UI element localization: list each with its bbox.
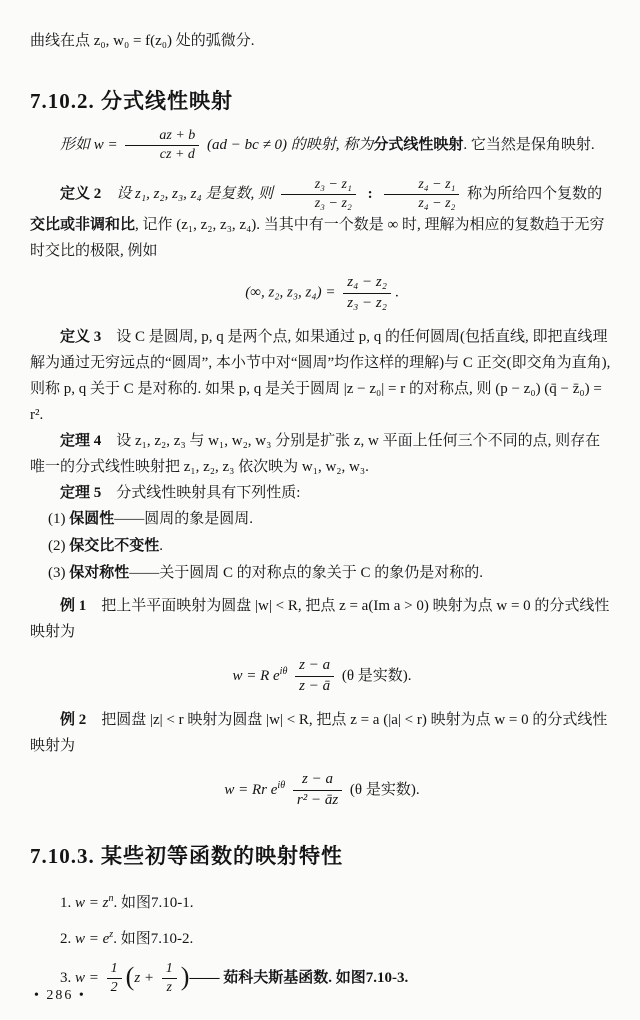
page-number: • 286 • bbox=[34, 987, 86, 1003]
inline-fraction-cross-ratio-1 bbox=[281, 177, 356, 212]
item-number: (1) bbox=[48, 510, 66, 527]
fraction-numerator: az + b bbox=[125, 128, 199, 146]
def2-mid: 称为所给四个复数的 bbox=[467, 186, 603, 203]
fn2-ref: . 如图7.10-2. bbox=[113, 930, 194, 947]
property-term: 保对称性 bbox=[69, 564, 130, 581]
para-definition-2 bbox=[30, 177, 614, 264]
equation-fraction bbox=[343, 274, 391, 312]
section-heading-7-10-2: 7.10.2. 分式线性映射 bbox=[30, 89, 233, 113]
theorem-4-label: 定理 4 bbox=[60, 432, 102, 449]
fraction-denominator: z bbox=[166, 979, 172, 995]
para-example-2 bbox=[30, 707, 614, 759]
ex1-text: 把上半平面映射为圆盘 |w| < R, 把点 z = a(Im a > 0) 映射为点 w = 0 的分式线性映射为 bbox=[30, 597, 610, 640]
ratio-colon: : bbox=[367, 186, 373, 203]
item-number: 1. bbox=[60, 894, 72, 911]
eq2-tail: (θ 是实数). bbox=[349, 781, 420, 798]
term-cross-ratio: 交比或非调和比 bbox=[30, 217, 136, 234]
thm4-text: 设 z₁, z₂, z₃ 与 w₁, w₂, w₃ 分别是扩张 z, w 平面上任何三个不同的点, 则存在唯一的分式线性映射把 z₁, z₂, z₃ 依次映为 w₁, w₂, w₃. bbox=[30, 432, 601, 475]
fraction-numerator: z₄ − z₂ bbox=[343, 274, 391, 293]
close-paren: ) bbox=[180, 961, 190, 991]
fn3-inner: z + bbox=[134, 969, 155, 986]
fn1-ref: . 如图7.10-1. bbox=[113, 894, 194, 911]
property-rest: ——关于圆周 C 的对称点的象关于 C 的象仍是对称的. bbox=[129, 564, 484, 581]
para-theorem-5 bbox=[30, 480, 614, 506]
example-1-label: 例 1 bbox=[60, 597, 87, 614]
eq2-fraction bbox=[293, 771, 342, 809]
term-fractional-linear-mapping: 分式线性映射 bbox=[373, 137, 464, 153]
fraction-numerator: 1 bbox=[107, 961, 122, 979]
fraction-denominator: r² − āz bbox=[296, 791, 339, 808]
para-definition-mobius bbox=[30, 128, 614, 163]
fraction-numerator: z − a bbox=[293, 771, 342, 790]
theorem-5-label: 定理 5 bbox=[60, 484, 102, 501]
function-item-1 bbox=[30, 883, 614, 919]
fraction-denominator: z − ā bbox=[299, 677, 331, 694]
item-number: (2) bbox=[48, 537, 66, 554]
def2-tail: , 记作 (z₁, z₂, z₃, z₄). 当其中有一个数是 ∞ 时, 理解为相应的复数趋于无穷时交比的极限, 例如 bbox=[30, 217, 605, 260]
fn1-exponent: n bbox=[108, 892, 114, 904]
fraction-denominator: 2 bbox=[110, 979, 118, 995]
section-heading-7-10-3: 7.10.3. 某些初等函数的映射特性 bbox=[30, 843, 343, 868]
eq1-exponent: iθ bbox=[279, 665, 288, 677]
function-item-2 bbox=[30, 919, 614, 955]
def3-text: 设 C 是圆周, p, q 是两个点, 如果通过 p, q 的任何圆周(包括直线, 即把直线理解为通过无穷远点的“圆周”, 本小节中对“圆周”均作这样的理解)与 C 正交(即交角为直角), 则称 p, q 关于 C 是对称的. 如果 p, q 是关于圆周 |z − z₀| = r 的对称点, 则 (p − z₀) (q̄ − z̄₀) = r². bbox=[30, 328, 611, 423]
equation-example-2 bbox=[30, 769, 614, 809]
property-rest: ——圆周的象是圆周. bbox=[114, 510, 254, 527]
property-term: 保圆性 bbox=[69, 510, 115, 527]
property-term: 保交比不变性 bbox=[69, 537, 160, 554]
fn3-name: —— 茹科夫斯基函数. 如图7.10-3. bbox=[189, 969, 409, 986]
fn1-formula: w = z bbox=[75, 894, 109, 911]
property-item-2 bbox=[30, 533, 614, 560]
formula-condition: (ad − bc ≠ 0) 的映射, 称为 bbox=[207, 137, 374, 153]
equation-lhs: (∞, z₂, z₃, z₄) = bbox=[245, 284, 336, 301]
def2-pre: 设 z₁, z₂, z₃, z₄ 是复数, 则 bbox=[116, 186, 273, 203]
definition-2-label: 定义 2 bbox=[60, 186, 102, 203]
definition-3-label: 定义 3 bbox=[60, 328, 102, 345]
fraction-denominator: z₃ − z₂ bbox=[347, 294, 387, 311]
eq2-exponent: iθ bbox=[277, 779, 286, 791]
eq1-pre: w = R e bbox=[232, 667, 280, 684]
formula-pre: 形如 w = bbox=[60, 137, 118, 153]
example-2-label: 例 2 bbox=[60, 711, 87, 728]
elementary-function-list bbox=[30, 883, 614, 1000]
thm5-intro: 分式线性映射具有下列性质: bbox=[116, 484, 301, 501]
function-item-3 bbox=[30, 955, 614, 1000]
para-tail: . 它当然是保角映射. bbox=[463, 137, 595, 153]
inline-fraction-az-b-cz-d bbox=[125, 128, 199, 163]
inline-fraction-cross-ratio-2 bbox=[384, 177, 459, 212]
property-item-1 bbox=[30, 506, 614, 533]
fraction-one-over-z bbox=[162, 961, 177, 996]
fraction-numerator: 1 bbox=[162, 961, 177, 979]
fraction-denominator: z₃ − z₂ bbox=[314, 196, 352, 212]
item-number: 3. bbox=[60, 969, 72, 986]
equation-period: . bbox=[394, 284, 399, 301]
para-theorem-4 bbox=[30, 428, 614, 480]
fraction-denominator: cz + d bbox=[159, 147, 195, 163]
item-number: 2. bbox=[60, 930, 72, 947]
ex2-text: 把圆盘 |z| < r 映射为圆盘 |w| < R, 把点 z = a (|a| < r) 映射为点 w = 0 的分式线性映射为 bbox=[30, 711, 608, 754]
fn3-pre: w = bbox=[75, 969, 99, 986]
property-rest: . bbox=[159, 537, 164, 554]
equation-cross-ratio-infinity bbox=[30, 274, 614, 312]
fraction-numerator: z − a bbox=[295, 657, 334, 676]
property-item-3 bbox=[30, 560, 614, 587]
fn2-exponent: z bbox=[109, 928, 114, 940]
eq1-tail: (θ 是实数). bbox=[341, 667, 412, 684]
fraction-denominator: z₄ − z₂ bbox=[418, 196, 456, 212]
fraction-one-half bbox=[107, 961, 122, 996]
fn2-formula: w = e bbox=[75, 930, 110, 947]
eq1-fraction bbox=[295, 657, 334, 695]
open-paren: ( bbox=[125, 961, 135, 991]
eq2-pre: w = Rr e bbox=[224, 781, 278, 798]
fraction-numerator: z₃ − z₁ bbox=[281, 177, 356, 195]
para-definition-3 bbox=[30, 324, 614, 428]
theorem-5-property-list bbox=[30, 506, 614, 587]
para-example-1 bbox=[30, 593, 614, 645]
fraction-numerator: z₄ − z₁ bbox=[384, 177, 459, 195]
item-number: (3) bbox=[48, 564, 66, 581]
equation-example-1 bbox=[30, 655, 614, 695]
intro-line: 曲线在点 z₀, w₀ = f(z₀) 处的弧微分. bbox=[30, 33, 255, 49]
